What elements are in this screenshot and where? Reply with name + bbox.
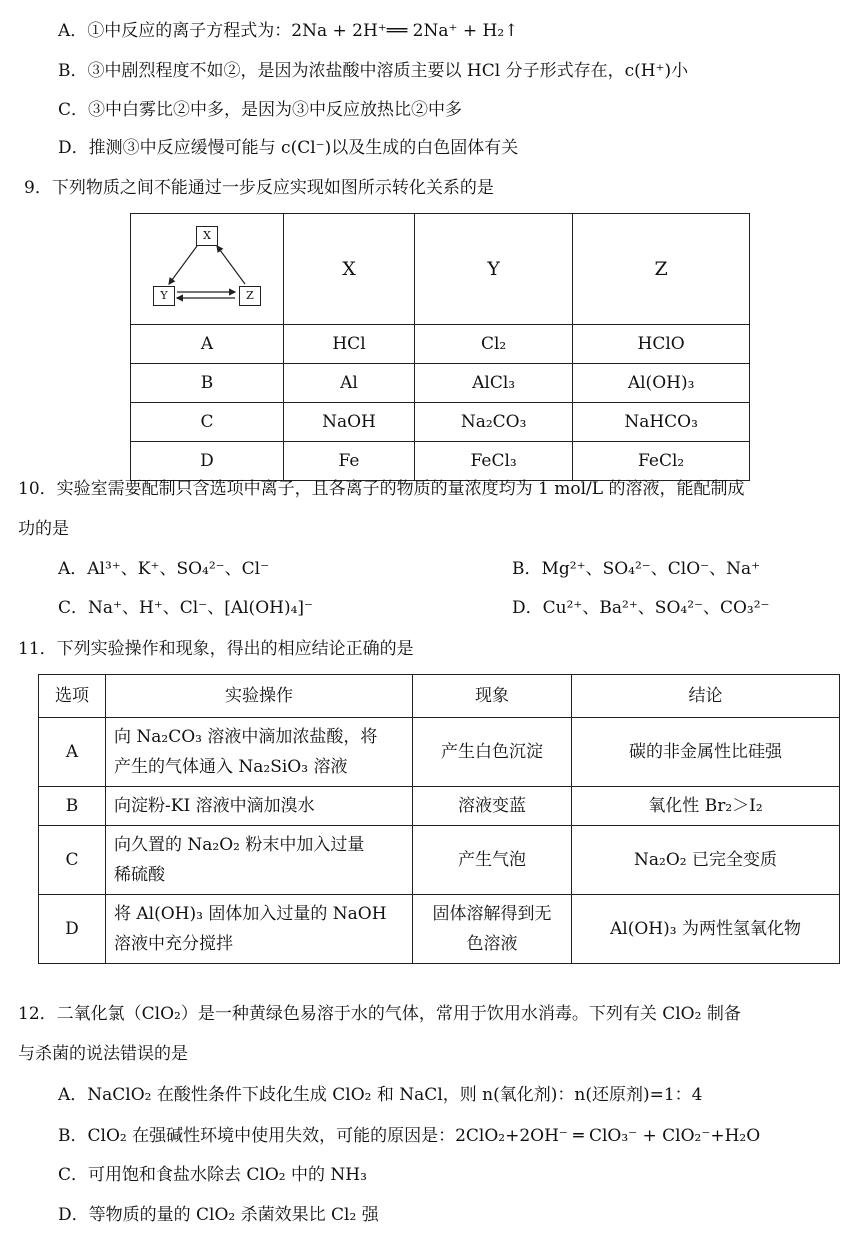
operation-line: 向久置的 Na₂O₂ 粉末中加入过量 bbox=[114, 835, 365, 855]
header-phenomenon: 现象 bbox=[413, 675, 572, 718]
option-label: B． bbox=[58, 61, 88, 81]
operation-line: 稀硫酸 bbox=[114, 865, 165, 885]
q10-stem-line2: 功的是 bbox=[18, 519, 69, 539]
q9-diagram-cell bbox=[131, 214, 284, 325]
option-label: D． bbox=[58, 1205, 89, 1225]
row-label: B bbox=[131, 364, 284, 403]
q12-option-b bbox=[58, 1125, 760, 1147]
phenomenon-line: 色溶液 bbox=[466, 934, 518, 954]
q9-header-z: Z bbox=[573, 214, 750, 325]
row-label: C bbox=[39, 826, 106, 895]
option-label: A． bbox=[58, 559, 88, 579]
option-text: ClO₂ 在强碱性环境中使用失效，可能的原因是：2ClO₂+2OH⁻ ═ ClO₃⁻ + ClO₂⁻+H₂O bbox=[87, 1126, 761, 1146]
q9-header-y: Y bbox=[415, 214, 573, 325]
option-label: B． bbox=[512, 559, 542, 579]
q12-option-c bbox=[58, 1164, 367, 1186]
table-row bbox=[39, 826, 840, 895]
q10-option-a bbox=[58, 558, 269, 580]
option-label: A． bbox=[58, 1085, 88, 1105]
cell-phenomenon: 溶液变蓝 bbox=[413, 787, 572, 826]
cell-y: Na₂CO₃ bbox=[415, 403, 573, 442]
cell-z: Al(OH)₃ bbox=[573, 364, 750, 403]
option-text: 推测③中反应缓慢可能与 c(Cl⁻)以及生成的白色固体有关 bbox=[88, 138, 519, 158]
header-operation: 实验操作 bbox=[106, 675, 413, 718]
cell-x: Al bbox=[284, 364, 415, 403]
option-label: D． bbox=[58, 138, 89, 158]
q10-stem-line1: 10．实验室需要配制只含选项中离子，且各离子的物质的量浓度均为 1 mol/L 的溶液，能配制成 bbox=[18, 479, 745, 499]
table-row bbox=[131, 442, 750, 481]
q9-table bbox=[130, 213, 750, 481]
q8-option-b bbox=[58, 60, 688, 82]
q12-stem-line2: 与杀菌的说法错误的是 bbox=[18, 1044, 188, 1064]
option-text: NaClO₂ 在酸性条件下歧化生成 ClO₂ 和 NaCl，则 n(氧化剂)：n(还原剂)=1：4 bbox=[87, 1085, 703, 1105]
option-text: 可用饱和食盐水除去 ClO₂ 中的 NH₃ bbox=[88, 1165, 367, 1185]
option-text: Cu²⁺、Ba²⁺、SO₄²⁻、CO₃²⁻ bbox=[542, 598, 770, 618]
table-header-row bbox=[39, 675, 840, 718]
cell-conclusion: 氧化性 Br₂＞I₂ bbox=[572, 787, 840, 826]
cell-conclusion: 碳的非金属性比硅强 bbox=[572, 718, 840, 787]
row-label: C bbox=[131, 403, 284, 442]
cell-conclusion: Na₂O₂ 已完全变质 bbox=[572, 826, 840, 895]
cell-x: NaOH bbox=[284, 403, 415, 442]
q10-option-c bbox=[58, 597, 313, 619]
operation-line: 将 Al(OH)₃ 固体加入过量的 NaOH bbox=[114, 904, 387, 924]
option-text: Na⁺、H⁺、Cl⁻、[Al(OH)₄]⁻ bbox=[88, 598, 314, 618]
q12-option-d bbox=[58, 1204, 379, 1226]
cell-operation bbox=[106, 826, 413, 895]
table-row bbox=[39, 895, 840, 964]
table-row bbox=[131, 325, 750, 364]
header-option: 选项 bbox=[39, 675, 106, 718]
q12-stem-line1: 12．二氧化氯（ClO₂）是一种黄绿色易溶于水的气体，常用于饮用水消毒。下列有关 ClO₂ 制备 bbox=[18, 1004, 741, 1024]
node-x: X bbox=[196, 226, 218, 246]
node-z: Z bbox=[239, 286, 261, 306]
cell-y: Cl₂ bbox=[415, 325, 573, 364]
cell-y: FeCl₃ bbox=[415, 442, 573, 481]
q8-option-c bbox=[58, 99, 462, 121]
cell-y: AlCl₃ bbox=[415, 364, 573, 403]
q9-stem: 9．下列物质之间不能通过一步反应实现如图所示转化关系的是 bbox=[24, 178, 494, 198]
option-text: Al³⁺、K⁺、SO₄²⁻、Cl⁻ bbox=[87, 559, 270, 579]
table-row bbox=[131, 364, 750, 403]
option-text: Mg²⁺、SO₄²⁻、ClO⁻、Na⁺ bbox=[541, 559, 761, 579]
option-label: C． bbox=[58, 1165, 89, 1185]
table-row bbox=[131, 403, 750, 442]
option-label: D． bbox=[512, 598, 543, 618]
cell-phenomenon bbox=[413, 895, 572, 964]
transformation-diagram bbox=[147, 226, 267, 312]
cell-phenomenon: 产生气泡 bbox=[413, 826, 572, 895]
cell-x: HCl bbox=[284, 325, 415, 364]
header-conclusion: 结论 bbox=[572, 675, 840, 718]
cell-z: FeCl₂ bbox=[573, 442, 750, 481]
operation-line: 向 Na₂CO₃ 溶液中滴加浓盐酸，将 bbox=[114, 727, 378, 747]
option-text: 等物质的量的 ClO₂ 杀菌效果比 Cl₂ 强 bbox=[88, 1205, 379, 1225]
option-label: B． bbox=[58, 1126, 88, 1146]
cell-operation bbox=[106, 895, 413, 964]
q8-option-a bbox=[58, 20, 518, 42]
q11-table bbox=[38, 674, 840, 964]
option-text: ③中剧烈程度不如②，是因为浓盐酸中溶质主要以 HCl 分子形式存在，c(H⁺)小 bbox=[87, 61, 689, 81]
q9-header-x: X bbox=[284, 214, 415, 325]
phenomenon-line: 固体溶解得到无 bbox=[432, 904, 552, 924]
operation-line: 产生的气体通入 Na₂SiO₃ 溶液 bbox=[114, 757, 348, 777]
node-y: Y bbox=[153, 286, 175, 306]
table-row bbox=[39, 787, 840, 826]
option-label: C． bbox=[58, 598, 89, 618]
q10-option-b bbox=[512, 558, 760, 580]
cell-x: Fe bbox=[284, 442, 415, 481]
cell-z: NaHCO₃ bbox=[573, 403, 750, 442]
option-label: C． bbox=[58, 100, 89, 120]
row-label: D bbox=[39, 895, 106, 964]
cell-conclusion: Al(OH)₃ 为两性氢氧化物 bbox=[572, 895, 840, 964]
q8-option-d bbox=[58, 137, 518, 159]
option-text: ③中白雾比②中多，是因为③中反应放热比②中多 bbox=[88, 100, 463, 120]
cell-operation bbox=[106, 718, 413, 787]
q11-stem: 11．下列实验操作和现象，得出的相应结论正确的是 bbox=[18, 639, 414, 659]
cell-operation: 向淀粉-KI 溶液中滴加溴水 bbox=[106, 787, 413, 826]
option-label: A． bbox=[58, 21, 88, 41]
option-text: ①中反应的离子方程式为：2Na + 2H⁺══ 2Na⁺ + H₂↑ bbox=[87, 21, 519, 41]
q10-option-d bbox=[512, 597, 770, 619]
row-label: A bbox=[39, 718, 106, 787]
row-label: B bbox=[39, 787, 106, 826]
row-label: D bbox=[131, 442, 284, 481]
cell-z: HClO bbox=[573, 325, 750, 364]
table-row bbox=[39, 718, 840, 787]
q12-option-a bbox=[58, 1084, 702, 1106]
operation-line: 溶液中充分搅拌 bbox=[114, 934, 233, 954]
cell-phenomenon: 产生白色沉淀 bbox=[413, 718, 572, 787]
row-label: A bbox=[131, 325, 284, 364]
